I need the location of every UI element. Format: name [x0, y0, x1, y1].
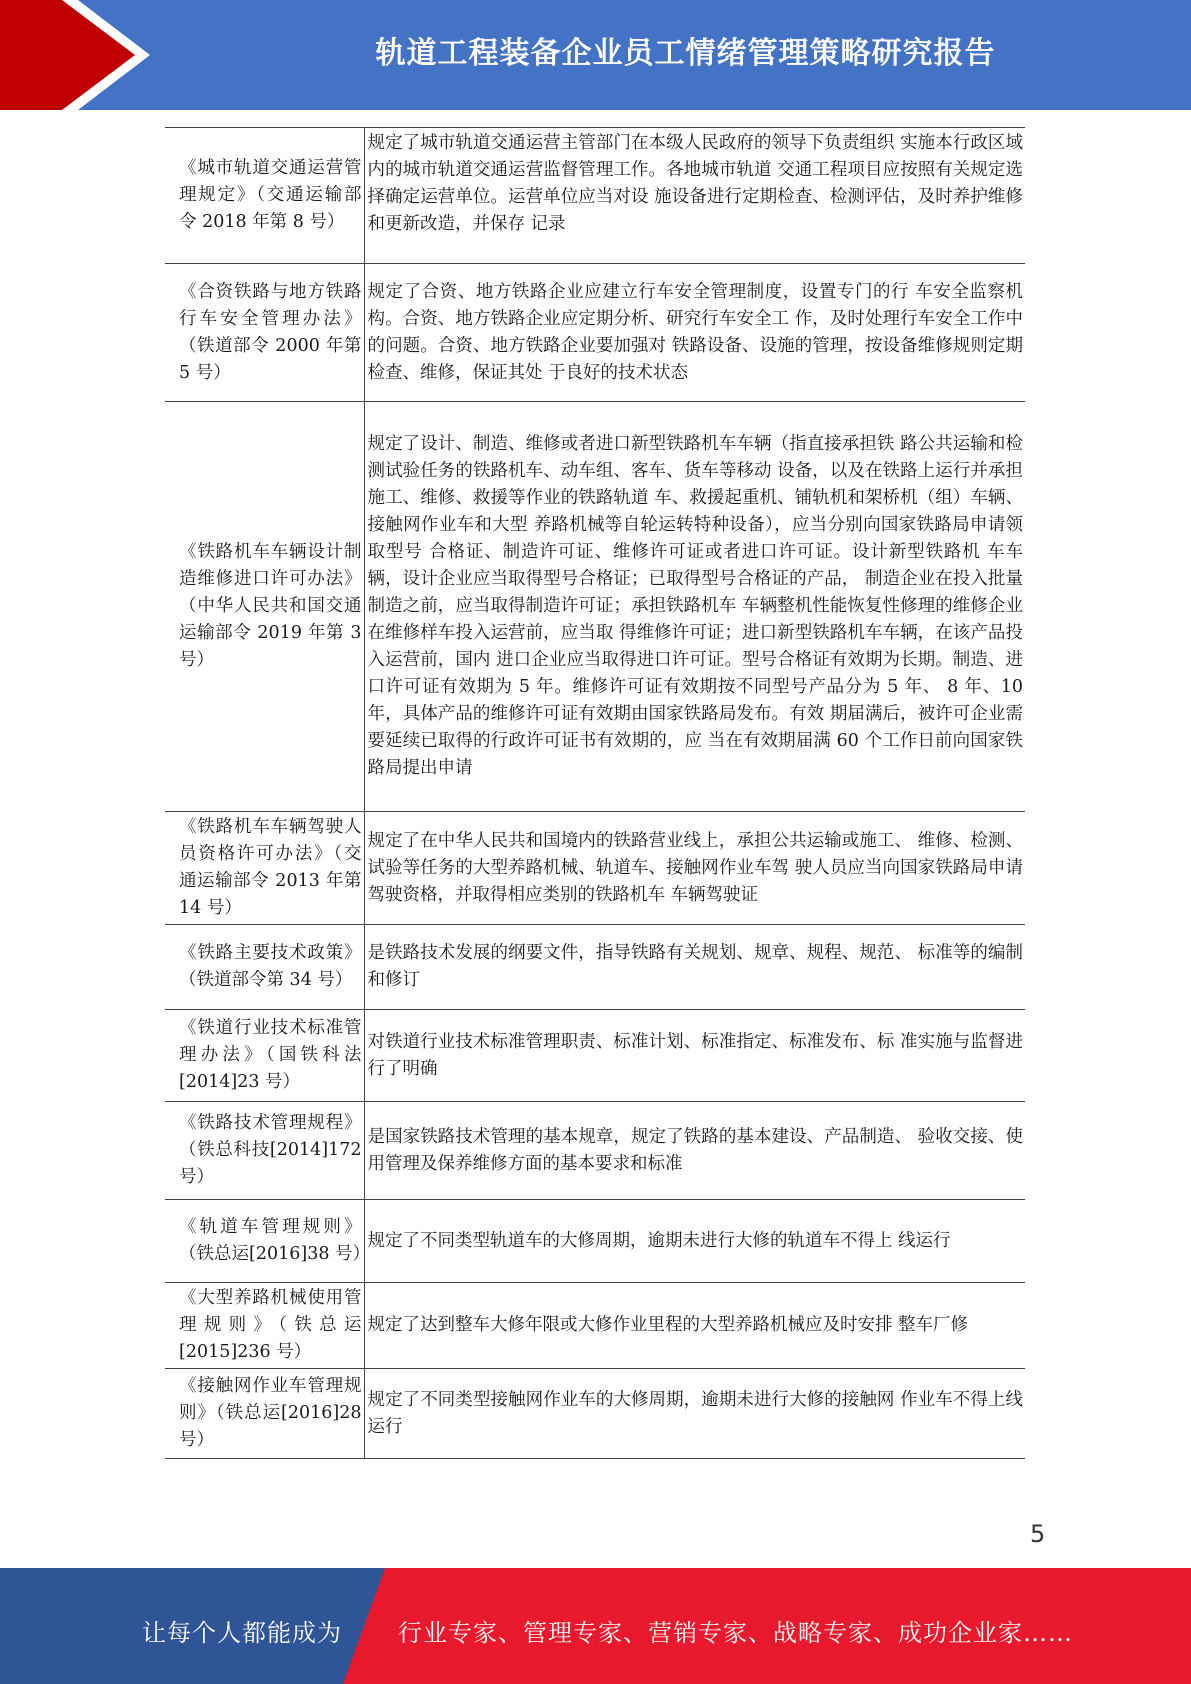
table-row: [165, 264, 1025, 402]
table-row: [165, 1369, 1025, 1459]
regulation-name-cell: 《合资铁路与地方铁路行车安全管理办法》（铁道部令 2000 年第 5 号）: [165, 264, 364, 402]
regulation-description-cell: 规定了合资、地方铁路企业应建立行车安全管理制度，设置专门的行 车安全监察机构。合资、地方铁路企业应定期分析、研究行车安全工 作，及时处理行车安全工作中的问题。合资、地方铁路企业要加强对 铁路设备、设施的管理，按设备维修规则定期检查、维修，保证其处 于良好的技术状态: [364, 264, 1025, 402]
table-row: [165, 402, 1025, 812]
table-row: [165, 812, 1025, 925]
regulation-name-cell: 《接触网作业车管理规则》（铁总运[2016]28 号）: [165, 1369, 364, 1459]
regulation-description-cell: 是国家铁路技术管理的基本规章，规定了铁路的基本建设、产品制造、 验收交接、使用管理及保养维修方面的基本要求和标准: [364, 1102, 1025, 1200]
regulation-description-cell: 规定了在中华人民共和国境内的铁路营业线上，承担公共运输或施工、 维修、检测、试验等任务的大型养路机械、轨道车、接触网作业车驾 驶人员应当向国家铁路局申请驾驶资格，并取得相应类别的铁路机车 车辆驾驶证: [364, 812, 1025, 925]
regulations-table: [165, 127, 1025, 1459]
regulation-name-cell: 《铁路机车车辆驾驶人员资格许可办法》（交通运输部令 2013 年第 14 号）: [165, 812, 364, 925]
footer-slogan-left: 让每个人都能成为: [142, 1619, 342, 1647]
footer-slogan-right: 行业专家、管理专家、营销专家、战略专家、成功企业家……: [398, 1619, 1073, 1647]
regulation-name-cell: 《轨道车管理规则》（铁总运[2016]38 号）: [165, 1200, 364, 1283]
table-row: [165, 1283, 1025, 1369]
header-banner: [0, 0, 1191, 110]
table-row: [165, 1102, 1025, 1200]
table-row: [165, 128, 1025, 264]
regulation-description-cell: 规定了达到整车大修年限或大修作业里程的大型养路机械应及时安排 整车厂修: [364, 1283, 1025, 1369]
regulation-description-cell: 是铁路技术发展的纲要文件，指导铁路有关规划、规章、规程、规范、 标准等的编制和修订: [364, 925, 1025, 1010]
page-number: 5: [1030, 1520, 1046, 1548]
regulation-description-cell: 规定了城市轨道交通运营主管部门在本级人民政府的领导下负责组织 实施本行政区域内的城市轨道交通运营监督管理工作。各地城市轨道 交通工程项目应按照有关规定选择确定运营单位。运营单位应当对设 施设备进行定期检查、检测评估，及时养护维修和更新改造，并保存 记录: [364, 128, 1025, 264]
regulation-name-cell: 《铁道行业技术标准管理办法》（国铁科法[2014]23 号）: [165, 1010, 364, 1102]
regulation-name-cell: 《城市轨道交通运营管理规定》（交通运输部令 2018 年第 8 号）: [165, 128, 364, 264]
regulation-name-cell: 《铁路机车车辆设计制造维修进口许可办法》（中华人民共和国交通运输部令 2019 年第 3 号）: [165, 402, 364, 812]
regulation-description-cell: 对铁道行业技术标准管理职责、标准计划、标准指定、标准发布、标 准实施与监督进行了明确: [364, 1010, 1025, 1102]
regulation-name-cell: 《铁路主要技术政策》（铁道部令第 34 号）: [165, 925, 364, 1010]
table-row: [165, 1200, 1025, 1283]
regulations-table-container: [165, 127, 1025, 1459]
regulation-description-cell: 规定了设计、制造、维修或者进口新型铁路机车车辆（指直接承担铁 路公共运输和检测试验任务的铁路机车、动车组、客车、货车等移动 设备，以及在铁路上运行并承担施工、维修、救援等作业的铁路轨道 车、救援起重机、铺轨机和架桥机（组）车辆、接触网作业车和大型 养路机械等自轮运转特种设备），应当分别向国家铁路局申请领取型号 合格证、制造许可证、维修许可证或者进口许可证。设计新型铁路机 车车辆，设计企业应当取得型号合格证；已取得型号合格证的产品， 制造企业在投入批量制造之前，应当取得制造许可证；承担铁路机车 车辆整机性能恢复性修理的维修企业在维修样车投入运营前，应当取 得维修许可证；进口新型铁路机车车辆，在该产品投入运营前，国内 进口企业应当取得进口许可证。型号合格证有效期为长期。制造、进 口许可证有效期为 5 年。维修许可证有效期按不同型号产品分为 5 年、 8 年、10 年，具体产品的维修许可证有效期由国家铁路局发布。有效 期届满后，被许可企业需要延续已取得的行政许可证书有效期的，应 当在有效期届满 60 个工作日前向国家铁路局提出申请: [364, 402, 1025, 812]
regulation-name-cell: 《铁路技术管理规程》（铁总科技[2014]172 号）: [165, 1102, 364, 1200]
regulation-name-cell: 《大型养路机械使用管理规则》（铁总运[2015]236 号）: [165, 1283, 364, 1369]
footer-banner: [0, 1568, 1191, 1684]
regulation-description-cell: 规定了不同类型轨道车的大修周期，逾期未进行大修的轨道车不得上 线运行: [364, 1200, 1025, 1283]
regulation-description-cell: 规定了不同类型接触网作业车的大修周期，逾期未进行大修的接触网 作业车不得上线运行: [364, 1369, 1025, 1459]
table-row: [165, 925, 1025, 1010]
header-arrow-icon: [0, 0, 160, 110]
table-row: [165, 1010, 1025, 1102]
page-title: 轨道工程装备企业员工情绪管理策略研究报告: [375, 36, 996, 71]
